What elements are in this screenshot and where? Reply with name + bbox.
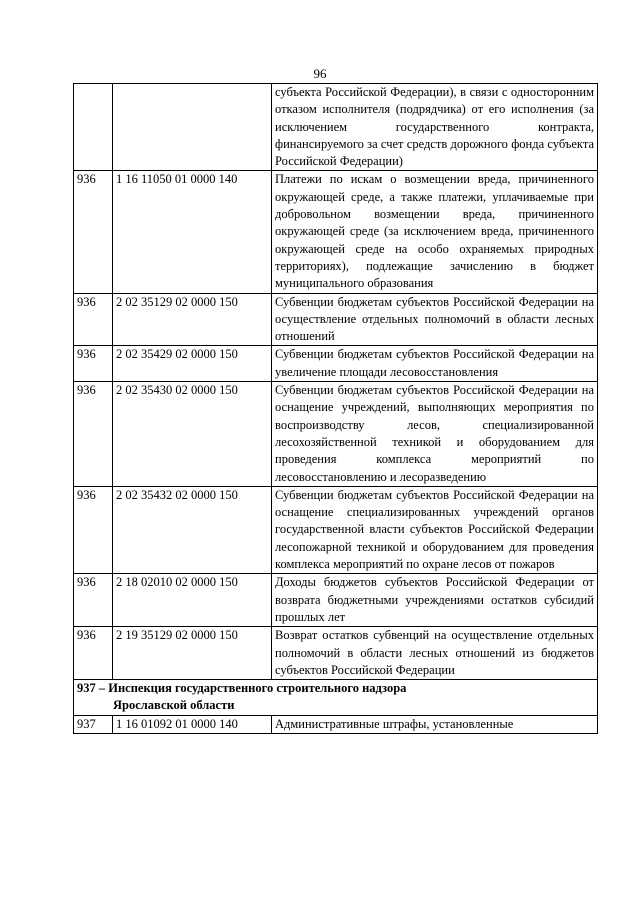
table-row <box>74 627 598 680</box>
page-number: 96 <box>313 66 327 81</box>
budget-code-cell: 1 16 01092 01 0000 140 <box>113 715 272 733</box>
admin-code-cell: 936 <box>74 346 113 382</box>
budget-code-cell: 2 02 35129 02 0000 150 <box>113 293 272 346</box>
budget-code-cell: 2 02 35429 02 0000 150 <box>113 346 272 382</box>
admin-code-cell: 937 <box>74 715 113 733</box>
budget-code-cell: 2 19 35129 02 0000 150 <box>113 627 272 680</box>
budget-code-cell <box>113 84 272 171</box>
admin-code-cell: 936 <box>74 627 113 680</box>
income-name-cell: Возврат остатков субвенций на осуществление отдельных полномочий в области лесных отношений из бюджетов субъектов Российской Федерации <box>272 627 598 680</box>
table-row <box>74 382 598 487</box>
admin-code-cell: 936 <box>74 382 113 487</box>
admin-code-cell <box>74 84 113 171</box>
admin-code-cell: 936 <box>74 293 113 346</box>
table-row <box>74 171 598 293</box>
income-name-cell: Субвенции бюджетам субъектов Российской Федерации на осуществление отдельных полномочий в области лесных отношений <box>272 293 598 346</box>
table-row <box>74 486 598 573</box>
income-name-cell: Субвенции бюджетам субъектов Российской Федерации на оснащение учреждений, выполняющих мероприятия по воспроизводству лесов, специализированной лесохозяйственной техникой и оборудованием для проведения комплекса мероприятий по лесовосстановлению и лесоразведению <box>272 382 598 487</box>
section-header-row <box>74 680 598 716</box>
income-name-cell: Административные штрафы, установленные <box>272 715 598 733</box>
income-name-cell: Субвенции бюджетам субъектов Российской Федерации на увеличение площади лесовосстановления <box>272 346 598 382</box>
income-name-cell: Доходы бюджетов субъектов Российской Федерации от возврата бюджетными учреждениями остатков субсидий прошлых лет <box>272 574 598 627</box>
table-row <box>74 84 598 171</box>
admin-code-cell: 936 <box>74 574 113 627</box>
admin-code-cell: 936 <box>74 486 113 573</box>
budget-code-cell: 2 02 35430 02 0000 150 <box>113 382 272 487</box>
section-title-line1: 937 – Инспекция государственного строительного надзора <box>77 681 407 696</box>
table-row <box>74 293 598 346</box>
budget-code-cell: 1 16 11050 01 0000 140 <box>113 171 272 293</box>
budget-code-cell: 2 02 35432 02 0000 150 <box>113 486 272 573</box>
section-header <box>74 680 598 716</box>
income-name-cell: Субвенции бюджетам субъектов Российской Федерации на оснащение специализированных учреждений органов государственной власти субъектов Российской Федерации лесопожарной техникой и оборудованием для проведения комплекса мероприятий по охране лесов от пожаров <box>272 486 598 573</box>
section-title-line2: Ярославской области <box>113 698 235 713</box>
budget-code-cell: 2 18 02010 02 0000 150 <box>113 574 272 627</box>
admin-code-cell: 936 <box>74 171 113 293</box>
table-row <box>74 574 598 627</box>
income-name-cell: субъекта Российской Федерации), в связи с односторонним отказом исполнителя (подрядчика) от его исполнения (за исключением государственного контракта, финансируемого за счет средств дорожного фонда субъекта Российской Федерации) <box>272 84 598 171</box>
income-name-cell: Платежи по искам о возмещении вреда, причиненного окружающей среде, а также платежи, уплачиваемые при добровольном возмещении вреда, причиненного окружающей среде (за исключением вреда, причиненного окружающей среде на особо охраняемых природных территориях), подлежащие зачислению в бюджет муниципального образования <box>272 171 598 293</box>
table-row <box>74 715 598 733</box>
table-row <box>74 346 598 382</box>
budget-classification-table <box>73 83 598 734</box>
